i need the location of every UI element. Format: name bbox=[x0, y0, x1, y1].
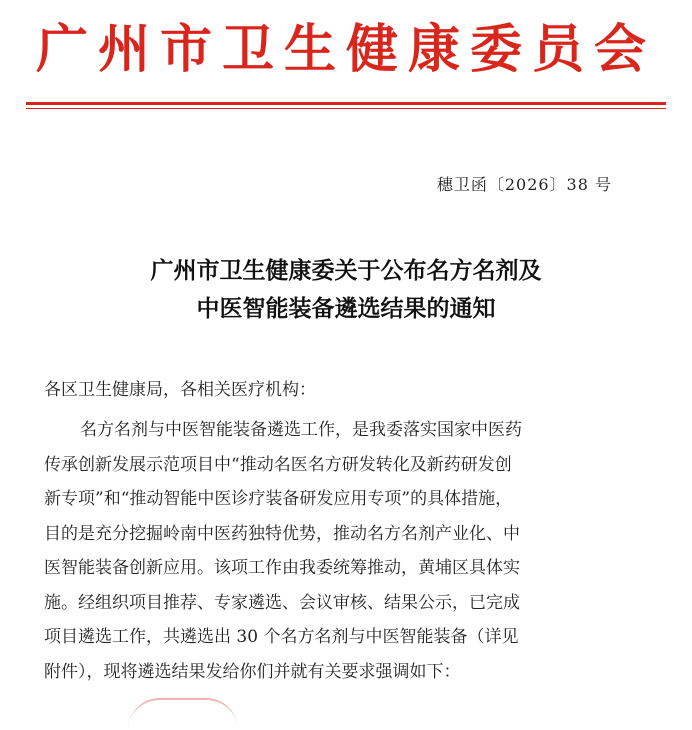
addressee: 各区卫生健康局，各相关医疗机构： bbox=[44, 380, 316, 400]
document-title bbox=[0, 252, 692, 328]
body-line: 附件），现将遴选结果发给你们并就有关要求强调如下： bbox=[44, 661, 461, 682]
body-line: 目的是充分挖掘岭南中医药独特优势，推动名方名剂产业化、中 bbox=[44, 523, 520, 544]
red-header-rule-thin bbox=[26, 108, 666, 109]
body-line: 名方名剂与中医智能装备遴选工作，是我委落实国家中医药 bbox=[80, 420, 522, 440]
body-line: 施。经组织项目推荐、专家遴选、会议审核、结果公示，已完成 bbox=[44, 592, 520, 613]
body-line: 医智能装备创新应用。该项工作由我委统筹推动，黄埔区具体实 bbox=[44, 558, 520, 578]
document-title-line: 中医智能装备遴选结果的通知 bbox=[196, 296, 496, 322]
document-number: 穗卫函〔2026〕38 号 bbox=[436, 175, 612, 194]
body-line: 项目遴选工作，共遴选出 30 个名方名剂与中医智能装备（详见 bbox=[44, 627, 519, 647]
body-line: 传承创新发展示范项目中“推动名医名方研发转化及新药研发创 bbox=[44, 454, 512, 475]
document-title-line: 广州市卫生健康委关于公布名方名剂及 bbox=[150, 258, 542, 284]
red-header-rule bbox=[26, 102, 666, 105]
agency-masthead: 广州市卫生健康委员会 bbox=[35, 19, 656, 80]
body-line: 新专项”和“推动智能中医诊疗装备研发应用专项”的具体措施， bbox=[44, 489, 513, 509]
official-seal-fragment bbox=[128, 698, 238, 730]
body-paragraph bbox=[44, 413, 660, 689]
